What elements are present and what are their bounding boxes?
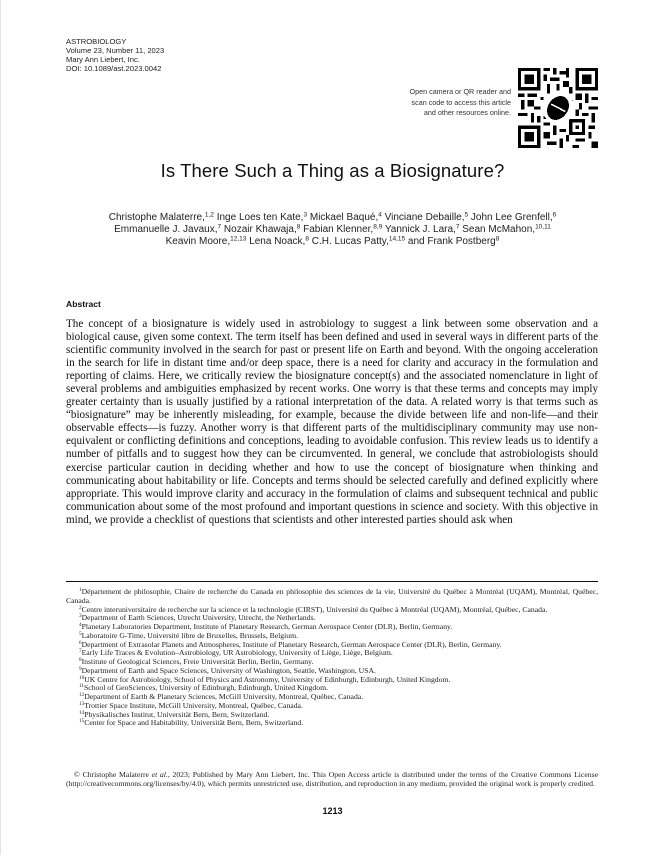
affiliation-text: Center for Space and Habitability, Universität Bern, Bern, Switzerland. [84,718,304,728]
affiliation-number: 13 [79,700,85,707]
author [217,212,307,223]
affiliation-item [66,719,598,728]
author-affiliation-marker: 5 [464,211,469,219]
author [462,224,551,235]
affiliation-text: UK Centre for Astrobiology, School of Physics and Astronomy, University of Edinburgh, Edinburgh, United Kingdom. [84,674,451,684]
journal-publisher: Mary Ann Liebert, Inc. [66,54,140,64]
author-affiliation-marker: 10,11 [535,223,551,231]
author-name: Emmanuelle J. Javaux, [114,224,218,236]
license-etal: et al. [151,770,168,779]
author-name: C.H. Lucas Patty, [311,236,389,248]
author-name: Keavin Moore, [165,236,231,248]
affiliation-text: Laboratoire G-Time, Université libre de Bruxelles, Brussels, Belgium. [81,630,299,640]
author-name: Sean McMahon, [462,224,536,236]
author-name: Christophe Malaterre, [108,212,205,223]
qr-instructions [371,87,511,119]
author-name: Vinciane Debaille, [384,212,465,223]
affiliation-number: 11 [79,683,84,690]
qr-code-graphic [518,68,598,148]
author-name: Nozair Khawaja, [223,224,297,236]
abstract-body: The concept of a biosignature is widely used in astrobiology to suggest a link between some observation and a biological cause, given some context. The term itself has been defined and used in several ways in different parts of the scientific community involved in the search for past or present life on Earth and beyond. With the ongoing acceleration in the search for life in distant time and/or deep space, there is a need for clarity and accuracy in the formulation and reporting of claims. Here, we critically review the biosignature concept(s) and the associated nomenclature in light of several problems and ambiguities emphasized by recent works. One worry is that these terms and concepts may imply greater certainty than is usually justified by a rational interpretation of the data. A related worry is that terms such as “biosignature” may be inherently misleading, for example, because the divide between life and non-life—and their observable effects—is fuzzy. Another worry is that different parts of the multidisciplinary community may use non-equivalent or conflicting definitions and conceptions, leading to avoidable confusion. This review leads us to identify a number of pitfalls and to suggest how they can be circumvented. In general, we conclude that astrobiologists should exercise particular caution in deciding whether and how to use the concept of biosignature when thinking and communicating about habitability or life. Concepts and terms should be selected carefully and defined explicitly where appropriate. This would improve clarity and accuracy in the formulation of claims and subsequent technical and public communication about some of the most profound and important questions in science and society. With this objective in mind, we provide a checklist of questions that scientists and other interested parties should ask when [66,318,598,526]
author [166,236,247,247]
affiliation-text: Institute of Geological Sciences, Freie Universität Berlin, Berlin, Germany. [81,657,314,666]
qr-code-icon[interactable] [518,68,598,148]
author-affiliation-marker: 1,2 [204,211,214,219]
author-affiliation-marker: 8,9 [373,223,383,231]
author [312,236,405,247]
license-prefix: © Christophe Malaterre [74,770,152,779]
journal-name: ASTROBIOLOGY [66,37,127,46]
affiliation-text: Planetary Laboratories Department, Institute of Planetary Research, German Aerospace Center (DLR), Berlin, Germany. [81,622,453,631]
author-name: Inge Loes ten Kate, [216,212,304,223]
author [310,212,382,223]
affiliation-number: 6 [79,639,82,646]
author [249,236,309,247]
affiliation-number: 5 [79,630,82,637]
affiliation-text: Early Life Traces & Evolution–Astrobiology, UR Astrobiology, University of Liège, Liège, Belgium. [81,648,393,658]
license-notice [66,770,598,788]
affiliation-text: Department of Earth & Planetary Sciences, McGill University, Montreal, Québec, Canada. [84,692,364,701]
qr-note-line: and other resources online. [423,108,511,117]
author [303,224,382,235]
affiliation-item [66,588,598,606]
author [385,212,469,223]
author [114,224,221,235]
page-number: 1213 [322,806,343,816]
author-affiliation-marker: 12,13 [230,235,247,243]
affiliation-number: 3 [79,613,82,620]
affiliation-number: 8 [79,657,82,664]
author [109,212,214,223]
author-affiliation-marker: 4 [378,211,382,219]
author [471,212,556,223]
author-affiliation-marker: 14,15 [388,235,406,243]
qr-note-line: scan code to access this article [411,97,511,107]
abstract-heading: Abstract [66,299,101,309]
author-name: and Frank Postberg [407,236,496,248]
journal-volume: Volume 23, Number 11, 2023 [66,45,165,55]
author-affiliation-marker: 8 [296,223,301,231]
affiliation-text: Centre interuniversitaire de recherche sur la science et la technologie (CIRST), Université du Québec à Montréal (UQAM), Montréal, Québec, Canada. [81,604,548,614]
author-affiliation-marker: 6 [552,211,557,219]
author-affiliation-marker: 3 [303,211,308,219]
journal-doi: DOI: 10.1089/ast.2023.0042 [66,63,162,73]
affiliation-number: 12 [79,692,85,699]
affiliation-text: Trottier Space Institute, McGill University, Montreal, Québec, Canada. [84,700,303,710]
affiliation-text: Department of Extrasolar Planets and Atmospheres, Institute of Planetary Research, German Aerospace Center (DLR), Berlin, Germany. [81,639,502,649]
journal-info [66,38,164,74]
affiliation-text: Department of Earth and Space Sciences, University of Washington, Seattle, Washington, USA. [81,665,376,675]
author-name: Lena Noack, [249,236,306,248]
affiliation-number: 2 [79,604,82,611]
author-affiliation-marker: 8 [495,235,500,243]
affiliation-text: Physikalisches Institut, Universität Bern, Bern, Switzerland. [84,709,270,719]
affiliation-number: 9 [79,665,82,672]
affiliation-number: 1 [79,587,82,594]
author [224,224,300,235]
affiliation-number: 10 [79,674,85,681]
affiliation-number: 4 [79,622,82,629]
footnote-divider [66,581,598,582]
affiliations-list [66,588,598,728]
author [408,236,499,247]
author-name: John Lee Grenfell, [470,212,553,223]
license-text: , 2023; Published by Mary Ann Liebert, Inc. This Open Access article is distributed under the terms of the Creative Commons License (http://creativecommons.org/licenses/by/4.0), which permits unrestricted use, distribution, and reproduction in any medium, provided the original work is properly credited. [66,770,599,789]
affiliation-text: School of GeoSciences, University of Edinburgh, Edinburgh, United Kingdom. [84,683,328,693]
author-name: Fabian Klenner, [303,224,374,236]
affiliation-number: 15 [79,718,85,725]
qr-note-line: Open camera or QR reader and [409,87,511,96]
affiliation-number: 7 [79,648,82,655]
author [385,224,460,235]
author-affiliation-marker: 7 [217,223,222,231]
author-list [41,212,624,249]
affiliation-text: Département de philosophie, Chaire de recherche du Canada en philosophie des sciences de la vie, Université du Québec à Montréal (UQAM), Montréal, Québec, Canada. [66,587,598,605]
author-affiliation-marker: 7 [455,223,460,231]
author-name: Yannick J. Lara, [384,224,456,236]
affiliation-number: 14 [79,709,85,716]
article-title: Is There Such a Thing as a Biosignature? [160,160,505,181]
author-affiliation-marker: 8 [305,235,309,243]
affiliation-text: Department of Earth Sciences, Utrecht University, Utrecht, the Netherlands. [81,613,316,623]
author-name: Mickael Baqué, [309,212,379,223]
